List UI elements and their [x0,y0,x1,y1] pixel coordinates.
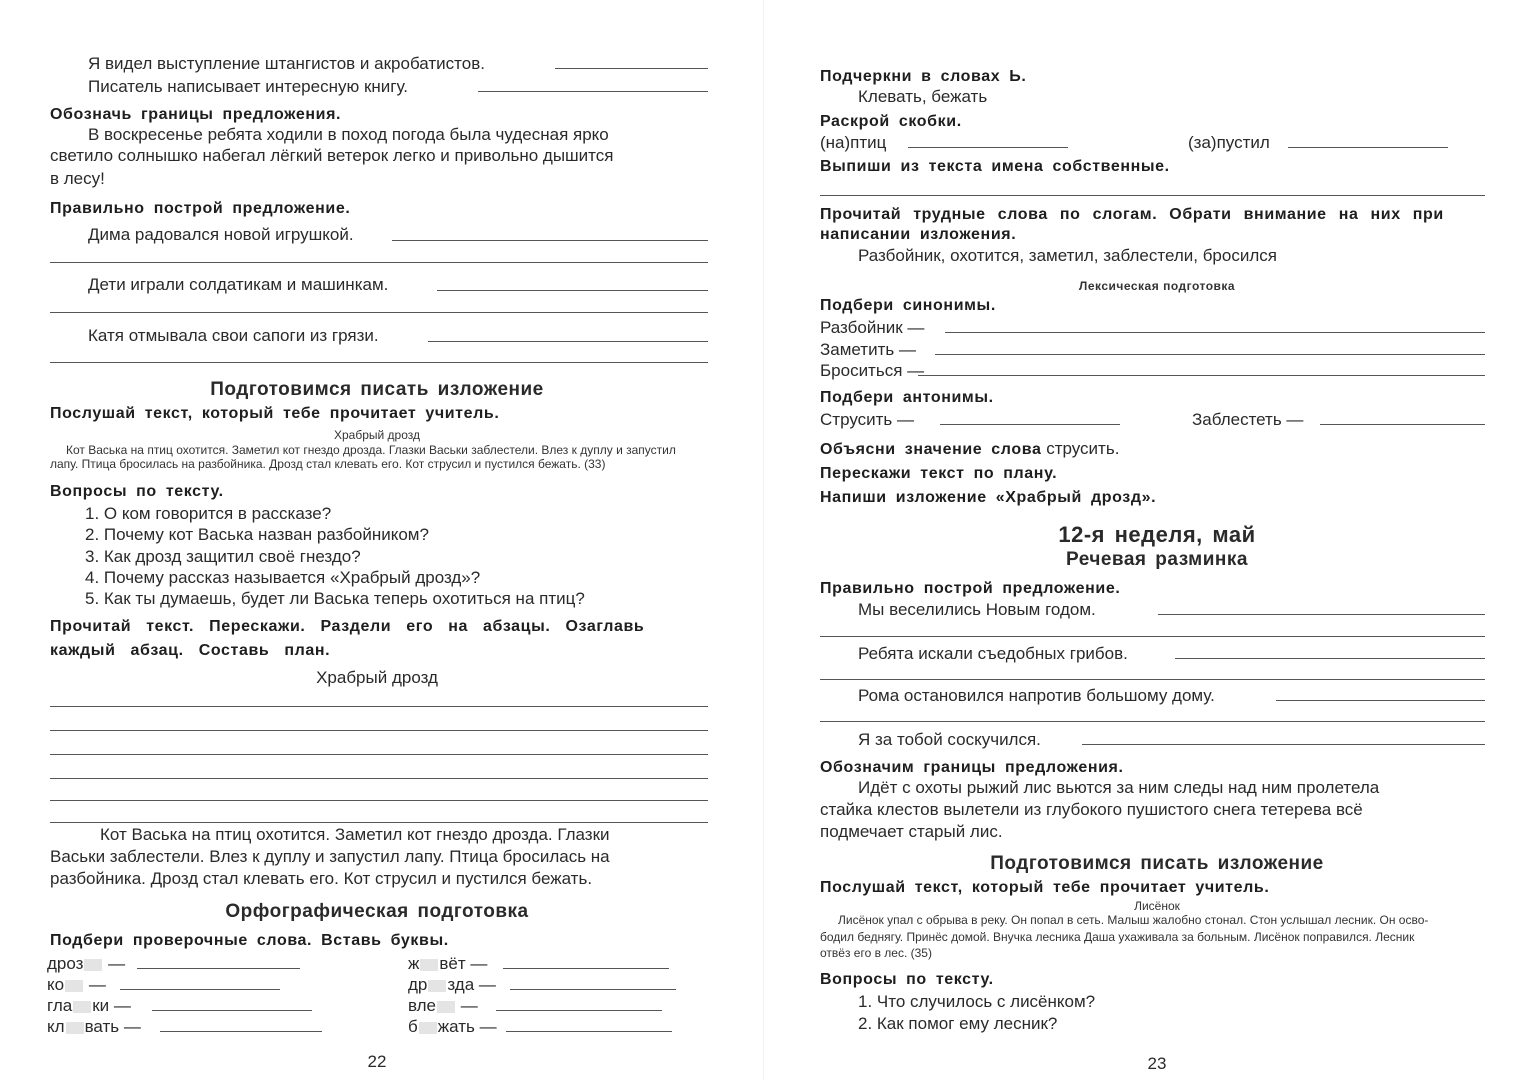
dash: — [113,996,131,1015]
word-item [47,953,125,975]
dash: — [479,1017,497,1036]
story-line: Васьки заблестели. Влез к дуплу и запустил лапу. Птица бросилась на [50,847,610,866]
task-heading: Обозначь границы предложения. [50,106,342,123]
answer-line[interactable] [437,290,708,291]
word-item [47,1016,141,1038]
small-title: Лисёнок [1134,899,1180,913]
words: Разбойник, охотится, заметил, заблестели, бросился [858,246,1277,265]
word: гла [47,996,73,1015]
section-title: Орфографическая подготовка [225,901,529,922]
word: др [408,975,428,994]
task-explain [820,438,1119,461]
answer-line[interactable] [50,822,708,823]
answer-line[interactable] [1158,614,1485,615]
synonym-item: Разбойник — [820,318,925,337]
answer-line[interactable] [820,679,1485,680]
answer-line[interactable] [392,240,708,241]
word: вать [84,1017,120,1036]
answer-line[interactable] [1175,658,1485,659]
dash: — [460,996,478,1015]
sentence: Дима радовался новой игрушкой. [88,225,354,244]
answer-line[interactable] [510,989,676,990]
section-title: Подготовимся писать изложение [210,379,544,400]
answer-line[interactable] [1320,424,1485,425]
page-number: 23 [1147,1054,1167,1073]
word: зда [447,975,475,994]
task-heading: написании изложения. [820,226,1017,243]
task-heading: Вопросы по тексту. [820,971,994,988]
answer-line[interactable] [428,341,708,342]
word-item [47,995,131,1017]
word: вле [408,996,437,1015]
task-heading: Подбери синонимы. [820,297,996,314]
dash: — [123,1017,141,1036]
small-text: лапу. Птица бросилась на разбойника. Дрозд стал клевать его. Кот струсил и пустился бежать. (33) [50,457,606,471]
answer-line[interactable] [50,800,708,801]
answer-line[interactable] [555,68,708,69]
dash: — [470,954,488,973]
answer-line[interactable] [820,636,1485,637]
word-item [408,974,496,996]
small-text: бодил беднягу. Принёс домой. Внучка лесника Даша ухаживала за больным. Лисёнок поправился. Лесник [820,930,1415,944]
answer-line[interactable] [940,424,1120,425]
paragraph-line: стайка клестов вылетели из глубокого пушистого снега тетерева всё [820,800,1363,819]
word-item [47,974,106,996]
story-title: Храбрый дрозд [316,668,438,687]
small-text: Кот Васька на птиц охотится. Заметил кот гнездо дрозда. Глазки Васьки заблестели. Влез к дуплу и запустил [66,443,676,457]
sentence: Я видел выступление штангистов и акробатистов. [88,54,485,73]
task-heading: Послушай текст, который тебе прочитает учитель. [820,879,1270,896]
letter-gap[interactable] [428,980,446,992]
answer-line[interactable] [152,1010,312,1011]
question: 4. Почему рассказ называется «Храбрый дрозд»? [85,568,481,587]
sentence: Рома остановился напротив большому дому. [858,686,1215,705]
dash: — [478,975,496,994]
answer-line[interactable] [1082,744,1485,745]
paragraph-line: в лесу! [50,169,105,188]
words: Клевать, бежать [858,87,988,106]
antonym-item: Заблестеть — [1192,410,1304,429]
task-heading: Послушай текст, который тебе прочитает учитель. [50,405,500,422]
task-heading: Прочитай трудные слова по слогам. Обрати внимание на них при [820,206,1444,223]
question: 3. Как дрозд защитил своё гнездо? [85,547,361,566]
answer-line[interactable] [945,332,1485,333]
antonym-item: Струсить — [820,410,914,429]
word: ки [92,996,110,1015]
paragraph-line: светило солнышко набегал лёгкий ветерок легко и привольно дышится [50,146,614,165]
answer-line[interactable] [918,375,1485,376]
synonym-item: Заметить — [820,340,916,359]
sentence: Писатель написывает интересную книгу. [88,77,408,96]
word-item [408,1016,497,1038]
small-text: отвёз его в лес. (35) [820,946,932,960]
task-heading: Подчеркни в словах Ь. [820,68,1027,85]
word: ж [408,954,420,973]
paragraph-line: Идёт с охоты рыжий лис вьются за ним следы над ним пролетела [858,778,1380,797]
answer-line[interactable] [478,91,708,92]
word: струсить. [1046,439,1120,458]
answer-line[interactable] [50,312,708,313]
bracket-word: (за)пустил [1188,133,1270,152]
task-heading: Раскрой скобки. [820,113,962,130]
answer-line[interactable] [50,706,708,707]
page-number: 22 [367,1052,387,1071]
section-title: Речевая разминка [1066,549,1248,570]
question: 2. Почему кот Васька назван разбойником? [85,525,429,544]
question: 2. Как помог ему лесник? [858,1014,1058,1033]
answer-line[interactable] [820,195,1485,196]
task-heading: Подбери проверочные слова. Вставь буквы. [50,932,449,949]
answer-line[interactable] [496,1010,662,1011]
word: б [408,1017,418,1036]
dash: — [88,975,106,994]
sentence: Катя отмывала свои сапоги из грязи. [88,326,379,345]
sentence: Дети играли солдатикам и машинкам. [88,275,389,294]
letter-gap[interactable] [65,980,83,992]
word: дроз [47,954,84,973]
small-title: Храбрый дрозд [333,428,421,442]
paragraph-line: подмечает старый лис. [820,822,1003,841]
answer-line[interactable] [160,1031,322,1032]
sentence: Мы веселились Новым годом. [858,600,1096,619]
task-heading: Прочитай текст. Перескажи. Раздели его на абзацы. Озаглавь [50,618,645,635]
answer-line[interactable] [506,1031,672,1032]
letter-gap[interactable] [420,959,438,971]
paragraph-line: В воскресенье ребята ходили в поход погода была чудесная ярко [88,125,609,144]
answer-line[interactable] [120,989,280,990]
synonym-item: Броситься — [820,361,925,380]
letter-gap[interactable] [84,959,102,971]
word: вёт [439,954,466,973]
answer-line[interactable] [935,354,1485,355]
letter-gap[interactable] [66,1022,84,1034]
section-title: Подготовимся писать изложение [990,853,1324,874]
bracket-word: (на)птиц [820,133,887,152]
task-heading: Подбери антонимы. [820,389,994,406]
word: кл [47,1017,65,1036]
word: жать [437,1017,475,1036]
week-title: 12-я неделя, май [1058,522,1256,547]
answer-line[interactable] [50,362,708,363]
answer-line[interactable] [820,721,1485,722]
letter-gap[interactable] [419,1022,437,1034]
task-heading: Напиши изложение «Храбрый дрозд». [820,489,1157,506]
word-item [408,995,478,1017]
task-heading: Правильно построй предложение. [820,580,1121,597]
small-text: Лисёнок упал с обрыва в реку. Он попал в сеть. Малыш жалобно стонал. Стон услышал лесник. Он осво- [838,913,1429,927]
task-heading: Правильно построй предложение. [50,200,351,217]
dash: — [108,954,126,973]
question: 1. Что случилось с лисёнком? [858,992,1096,1011]
story-line: Кот Васька на птиц охотится. Заметил кот гнездо дрозда. Глазки [100,825,610,844]
answer-line[interactable] [1276,700,1485,701]
word-item [408,953,487,975]
question: 5. Как ты думаешь, будет ли Васька теперь охотиться на птиц? [85,589,585,608]
task-heading: Объясни значение слова [820,441,1042,458]
answer-line[interactable] [503,968,669,969]
answer-line[interactable] [50,262,708,263]
page-spine [763,0,764,1080]
story-line: разбойника. Дрозд стал клевать его. Кот струсил и пустился бежать. [50,869,593,888]
subsection-title: Лексическая подготовка [1078,279,1236,293]
task-heading: Обозначим границы предложения. [820,759,1124,776]
sentence: Я за тобой соскучился. [858,730,1041,749]
answer-line[interactable] [50,778,708,779]
task-heading: Выпиши из текста имена собственные. [820,158,1170,175]
answer-line[interactable] [1288,147,1448,148]
question: 1. О ком говорится в рассказе? [85,504,332,523]
answer-line[interactable] [50,754,708,755]
answer-line[interactable] [908,147,1068,148]
letter-gap[interactable] [437,1001,455,1013]
answer-line[interactable] [50,730,708,731]
word: ко [47,975,65,994]
letter-gap[interactable] [73,1001,91,1013]
task-heading: Вопросы по тексту. [50,483,224,500]
task-heading: Перескажи текст по плану. [820,465,1058,482]
sentence: Ребята искали съедобных грибов. [858,644,1128,663]
answer-line[interactable] [137,968,300,969]
task-heading: каждый абзац. Составь план. [50,642,331,659]
